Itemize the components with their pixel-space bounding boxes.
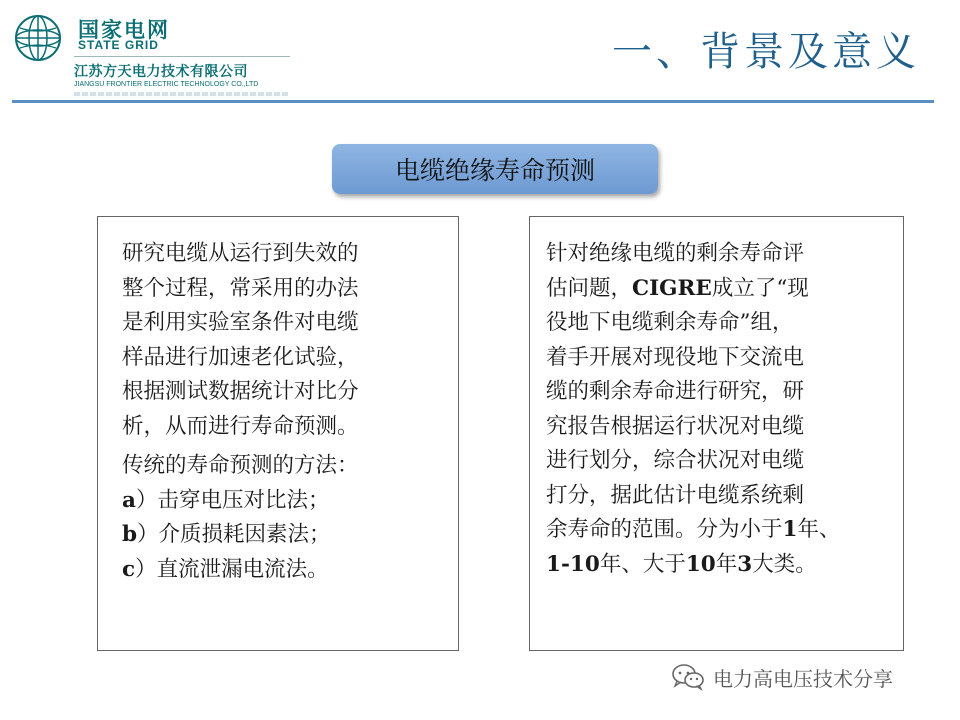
text-line: 着手开展对现役地下交流电 — [546, 344, 805, 370]
wechat-watermark — [671, 662, 893, 692]
text-line: 打分，据此估计电缆系统剩 — [546, 482, 805, 508]
text-line: 余寿命的范围。分为小于1年、 — [546, 517, 841, 542]
text-line: 究报告根据运行状况对电缆 — [546, 413, 805, 439]
state-grid-globe-icon — [14, 14, 62, 62]
text-line: 传统的寿命预测的方法： — [122, 453, 359, 478]
text-line: 是利用实验室条件对电缆 — [122, 310, 359, 335]
text-line: 役地下电缆剩余寿命”组， — [546, 310, 794, 335]
left-text-box — [97, 216, 459, 651]
text-line: 估问题，CIGRE成立了“现 — [546, 275, 809, 301]
method-item-a: a）击穿电压对比法； — [122, 487, 330, 513]
text-line: 缆的剩余寿命进行研究，研 — [546, 379, 805, 404]
topic-heading: 电缆绝缘寿命预测 — [332, 144, 658, 194]
slide-header — [0, 0, 960, 110]
logo-name-cn: 国家电网 — [78, 18, 170, 42]
logo-name-en: STATE GRID — [78, 38, 159, 52]
method-item-b: b）介质损耗因素法； — [122, 522, 331, 547]
page-title: 一、背景及意义 — [612, 29, 920, 75]
text-line: 样品进行加速老化试验， — [122, 344, 359, 370]
method-item-c: c）直流泄漏电流法。 — [122, 556, 329, 582]
text-line: 研究电缆从运行到失效的 — [122, 241, 359, 266]
company-name-cn: 江苏方天电力技术有限公司 — [74, 64, 248, 80]
text-line: 1-10年、大于10年3大类。 — [546, 551, 817, 577]
right-text-box — [529, 216, 904, 651]
company-decoration — [74, 92, 290, 96]
text-line: 整个过程，常采用的办法 — [122, 275, 359, 301]
watermark-text: 电力高电压技术分享 — [713, 666, 893, 691]
company-name-en: JIANGSU FRONTIER ELECTRIC TECHNOLOGY CO.,LTD — [74, 81, 259, 88]
text-line: 进行划分，综合状况对电缆 — [546, 448, 805, 473]
wechat-icon — [671, 663, 705, 691]
title-divider — [12, 100, 934, 103]
text-line: 针对绝缘电缆的剩余寿命评 — [546, 241, 805, 266]
text-line: 根据测试数据统计对比分 — [122, 379, 359, 404]
text-line: 析，从而进行寿命预测。 — [122, 413, 359, 439]
logo-divider — [74, 56, 290, 57]
